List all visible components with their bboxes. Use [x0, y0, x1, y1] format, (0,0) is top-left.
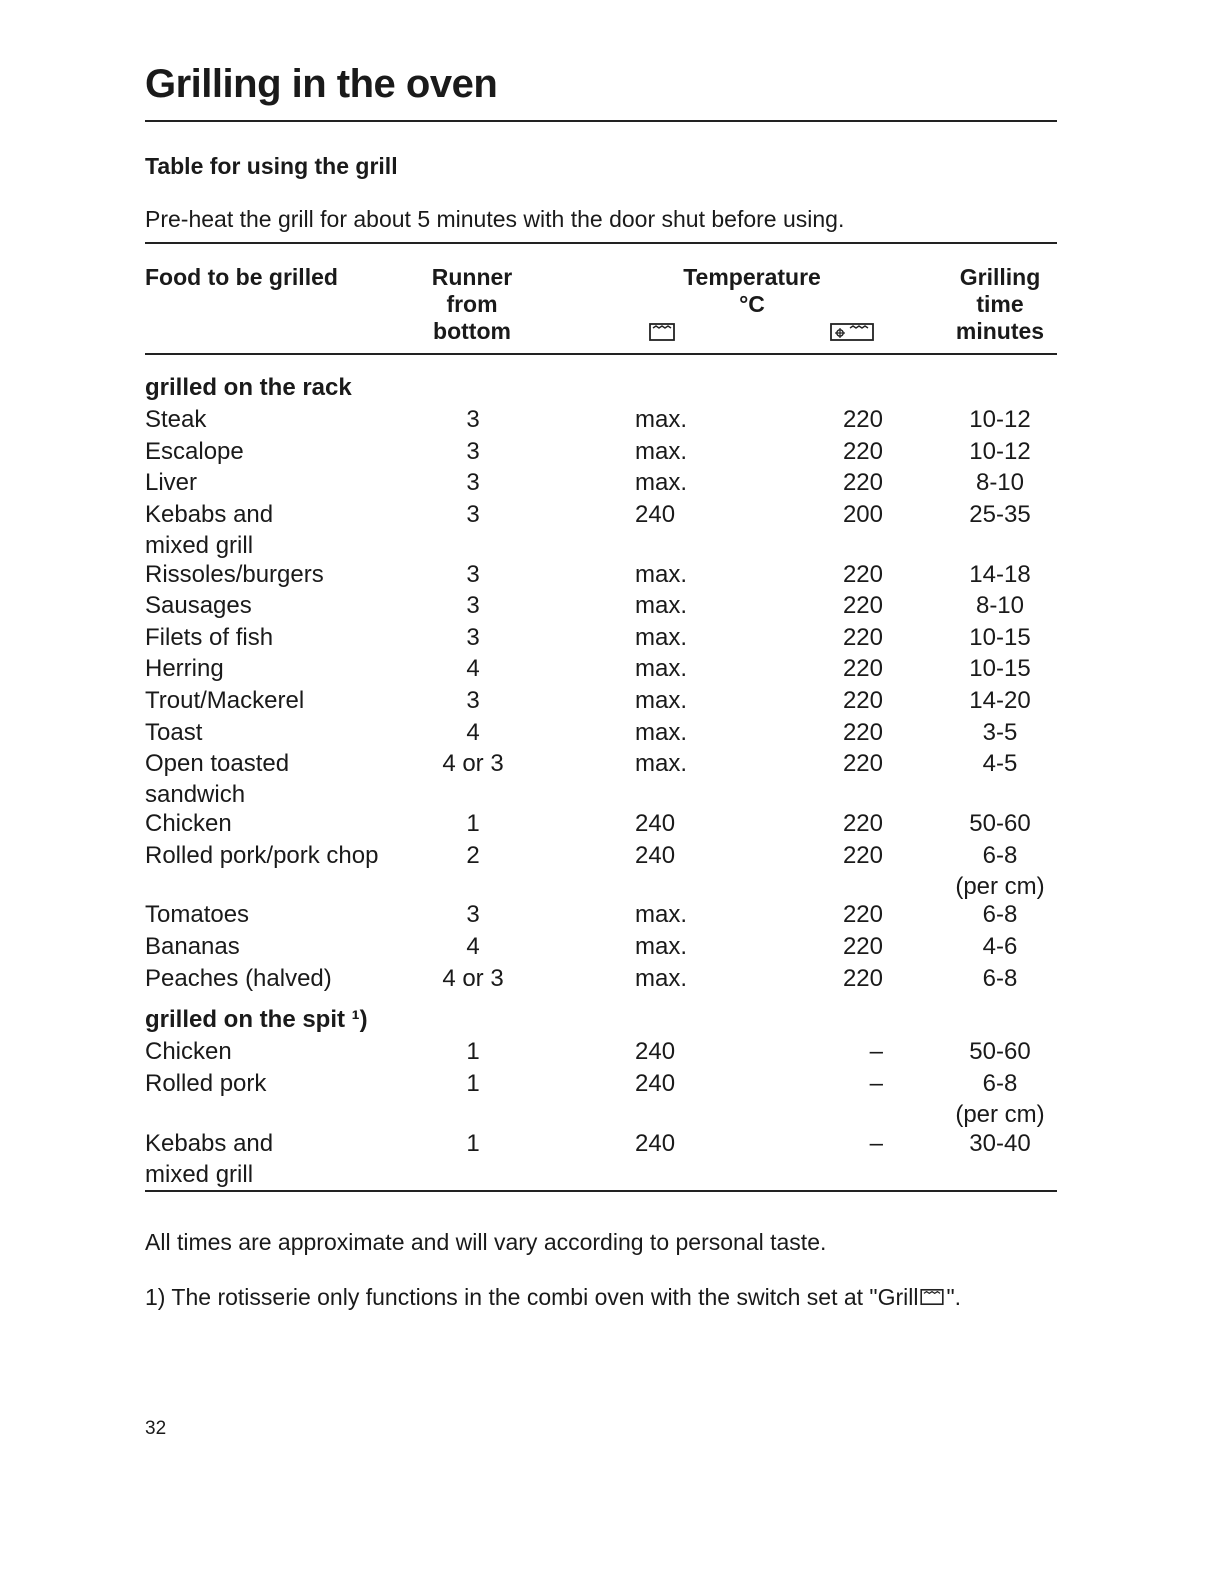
runner-cell: 1: [466, 1038, 480, 1066]
food-cell: Filets of fish: [145, 623, 274, 651]
grill-temperature-cell: max.: [635, 437, 688, 465]
food-cell: Escalope: [145, 437, 244, 465]
fan-grill-temperature-cell: 220: [842, 437, 883, 465]
food-cell: Chicken: [145, 1038, 232, 1066]
table-row: [145, 622, 1057, 654]
section-heading: Table for using the grill: [145, 153, 398, 179]
runner-cell: 4: [466, 932, 480, 960]
fan-grill-temperature-cell: –: [869, 1069, 883, 1097]
table-row: [145, 717, 1057, 749]
grill-temperature-cell: 240: [635, 500, 676, 528]
table-row: [145, 499, 1057, 559]
grill-temperature-cell: max.: [635, 560, 688, 588]
fan-grill-temperature-cell: 200: [842, 500, 883, 528]
title-divider: [145, 120, 1057, 122]
grilling-time-cell: 10-12: [969, 437, 1031, 465]
fan-grill-temperature-cell: 220: [842, 901, 883, 929]
fan-grill-temperature-cell: 220: [842, 964, 883, 992]
grill-temperature-cell: max.: [635, 964, 688, 992]
grill-temperature-cell: 240: [635, 1069, 676, 1097]
fan-grill-temperature-cell: 220: [842, 655, 883, 683]
grilling-time-cell: 30-40: [969, 1129, 1031, 1157]
fan-grill-temperature-cell: 220: [842, 750, 883, 778]
food-cell: Rissoles/burgers: [145, 560, 324, 588]
header-temperature-line: Temperature: [683, 264, 821, 290]
grill-temperature-cell: max.: [635, 750, 688, 778]
header-runner-line: bottom: [433, 318, 511, 344]
grilling-time-cell: 10-12: [969, 406, 1031, 433]
runner-cell: 4 or 3: [442, 750, 504, 778]
food-cell: Trout/Mackerel: [145, 686, 305, 714]
grill-temperature-cell: 240: [635, 1038, 676, 1066]
grilling-time-cell: 3-5: [982, 718, 1018, 746]
fan-grill-temperature-cell: –: [869, 1038, 883, 1066]
page-title: Grilling in the oven: [145, 62, 498, 106]
header-runner-line: from: [446, 291, 498, 317]
grilling-time-cell: 50-60: [969, 1038, 1031, 1066]
grill-temperature-cell: 240: [635, 1129, 676, 1157]
table-row: [145, 931, 1057, 963]
fan-grill-temperature-cell: 220: [842, 560, 883, 588]
table-top-rule: [145, 242, 1057, 244]
runner-cell: 2: [466, 841, 480, 869]
food-cell: Open toasted sandwich: [145, 750, 290, 809]
table-row: [145, 653, 1057, 685]
food-cell: Steak: [145, 406, 207, 433]
runner-cell: 4: [466, 718, 480, 746]
grill-temperature-cell: 240: [635, 809, 676, 837]
runner-cell: 4 or 3: [442, 964, 504, 992]
grilling-time-cell: 6-8: [982, 901, 1018, 929]
grill-icon: [920, 1285, 944, 1312]
fan-grill-temperature-cell: 220: [842, 592, 883, 620]
footnote-text-end: ".: [946, 1284, 962, 1310]
footnote: [145, 1284, 961, 1312]
grill-table-body: [145, 372, 1057, 1187]
grilling-time-cell: 6-8 (per cm): [955, 1069, 1045, 1128]
fan-grill-temperature-cell: –: [869, 1129, 883, 1157]
header-temperature-unit: °C: [739, 291, 765, 317]
table-row: [145, 467, 1057, 499]
table-row: [145, 808, 1057, 840]
food-cell: Toast: [145, 718, 203, 746]
runner-cell: 1: [466, 1069, 480, 1097]
runner-cell: 3: [466, 686, 480, 714]
food-cell: Kebabs and mixed grill: [145, 1129, 274, 1188]
runner-cell: 4: [466, 655, 480, 683]
grilling-time-cell: 50-60: [969, 809, 1031, 837]
grilling-time-cell: 14-20: [969, 686, 1031, 714]
runner-cell: 3: [466, 901, 480, 929]
header-runner-line: Runner: [431, 264, 513, 290]
header-temperature: [650, 264, 854, 318]
table-row: [145, 963, 1057, 995]
grilling-time-cell: 6-8: [982, 964, 1018, 992]
table-row: [145, 436, 1057, 468]
table-row: [145, 1128, 1057, 1188]
page-number: 32: [145, 1418, 167, 1439]
grill-temperature-cell: max.: [635, 469, 688, 497]
grilling-time-cell: 8-10: [975, 469, 1025, 497]
grill-icon: [649, 322, 675, 347]
runner-cell: 3: [466, 500, 480, 528]
grilling-time-cell: 6-8 (per cm): [955, 841, 1045, 900]
grill-temperature-cell: max.: [635, 623, 688, 651]
runner-cell: 3: [466, 406, 480, 433]
header-food: Food to be grilled: [145, 264, 338, 290]
header-runner: [412, 264, 532, 345]
fan-grill-temperature-cell: 220: [842, 406, 883, 433]
fan-grill-temperature-cell: 220: [842, 932, 883, 960]
grill-temperature-cell: max.: [635, 686, 688, 714]
grilling-time-cell: 8-10: [975, 592, 1025, 620]
grilling-time-cell: 25-35: [969, 500, 1031, 528]
table-row: [145, 748, 1057, 808]
grill-temperature-cell: max.: [635, 406, 688, 433]
group-heading: grilled on the rack: [145, 374, 352, 401]
table-row: [145, 899, 1057, 931]
food-cell: Chicken: [145, 809, 232, 837]
food-cell: Herring: [145, 655, 224, 683]
grill-temperature-cell: max.: [635, 718, 688, 746]
runner-cell: 3: [466, 469, 480, 497]
runner-cell: 1: [466, 1129, 480, 1157]
grill-temperature-cell: 240: [635, 841, 676, 869]
grilling-time-cell: 10-15: [969, 655, 1031, 683]
table-row: [145, 1068, 1057, 1128]
fan-grill-icon: [830, 322, 874, 347]
runner-cell: 3: [466, 560, 480, 588]
grilling-time-cell: 4-5: [982, 750, 1018, 778]
food-cell: Rolled pork: [145, 1069, 267, 1097]
header-time-line: Grilling: [959, 264, 1041, 290]
header-time-line: time: [976, 291, 1024, 317]
fan-grill-temperature-cell: 220: [842, 469, 883, 497]
intro-text: Pre-heat the grill for about 5 minutes with the door shut before using.: [145, 206, 845, 232]
food-cell: Rolled pork/pork chop: [145, 841, 379, 869]
grill-temperature-cell: max.: [635, 932, 688, 960]
grill-temperature-cell: max.: [635, 592, 688, 620]
food-cell: Liver: [145, 469, 198, 497]
table-row: [145, 559, 1057, 591]
grill-temperature-cell: max.: [635, 901, 688, 929]
grilling-time-cell: 14-18: [969, 560, 1031, 588]
food-cell: Peaches (halved): [145, 964, 332, 992]
food-cell: Kebabs and mixed grill: [145, 500, 274, 559]
food-cell: Bananas: [145, 932, 240, 960]
fan-grill-temperature-cell: 220: [842, 623, 883, 651]
table-row: [145, 1036, 1057, 1068]
runner-cell: 1: [466, 809, 480, 837]
fan-grill-temperature-cell: 220: [842, 718, 883, 746]
food-cell: Sausages: [145, 592, 252, 620]
table-header-rule: [145, 353, 1057, 355]
runner-cell: 3: [466, 437, 480, 465]
table-row: [145, 590, 1057, 622]
food-cell: Tomatoes: [145, 901, 250, 929]
table-row: [145, 840, 1057, 900]
header-time: [940, 264, 1060, 345]
grill-temperature-cell: max.: [635, 655, 688, 683]
runner-cell: 3: [466, 623, 480, 651]
fan-grill-temperature-cell: 220: [842, 809, 883, 837]
fan-grill-temperature-cell: 220: [842, 686, 883, 714]
grilling-time-cell: 10-15: [969, 623, 1031, 651]
grilling-time-cell: 4-6: [982, 932, 1018, 960]
times-note: All times are approximate and will vary according to personal taste.: [145, 1229, 827, 1255]
fan-grill-temperature-cell: 220: [842, 841, 883, 869]
table-bottom-rule: [145, 1190, 1057, 1192]
footnote-text: 1) The rotisserie only functions in the combi oven with the switch set at "Grill: [145, 1284, 919, 1310]
table-row: [145, 404, 1057, 436]
group-heading: grilled on the spit ¹): [145, 1006, 368, 1034]
header-time-line: minutes: [955, 318, 1045, 344]
table-row: [145, 685, 1057, 717]
runner-cell: 3: [466, 592, 480, 620]
